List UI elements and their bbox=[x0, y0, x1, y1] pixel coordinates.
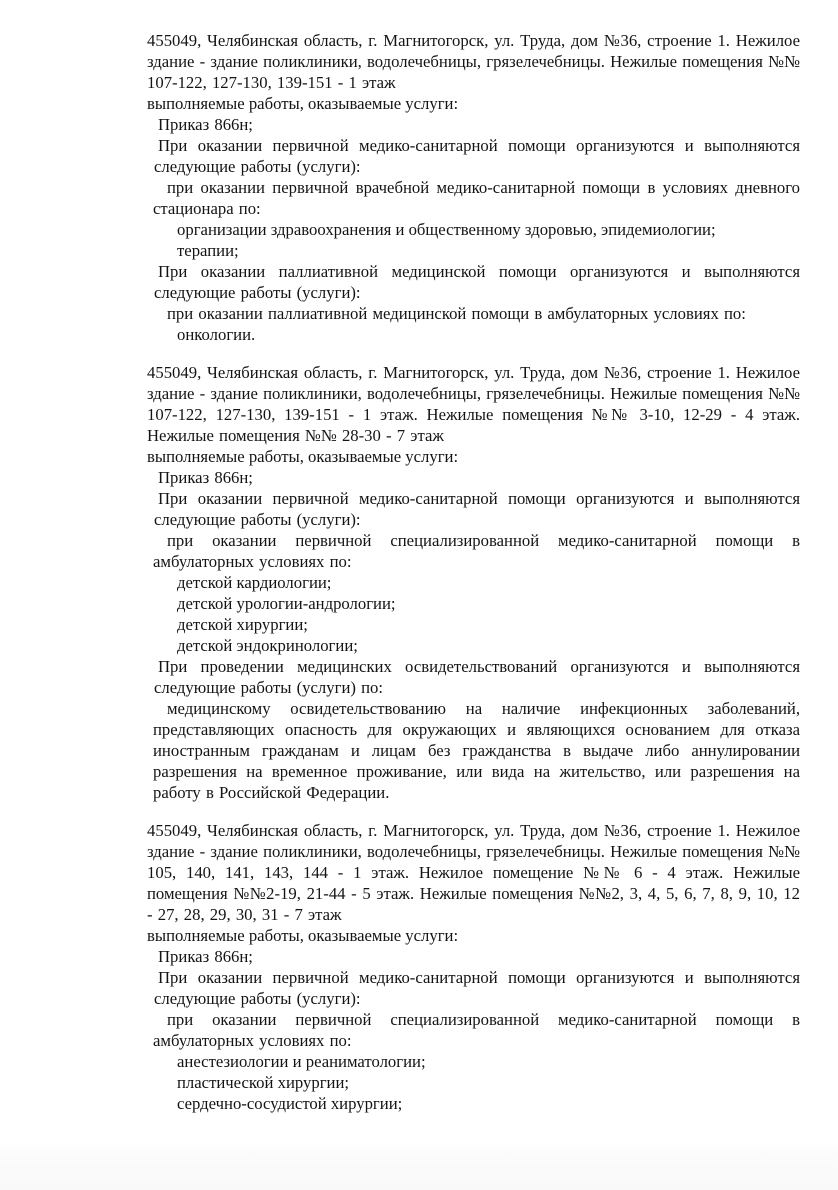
service-item: при оказании первичной специализированной медико-санитарной помощи в амбулаторных условиях по: bbox=[153, 531, 800, 571]
service-item: детской хирургии; bbox=[177, 615, 308, 634]
license-place-block bbox=[147, 30, 800, 345]
service-item: детской эндокринологии; bbox=[177, 636, 358, 655]
service-item: онкологии. bbox=[177, 325, 256, 344]
service-item: пластической хирургии; bbox=[177, 1073, 350, 1092]
address-text: 455049, Челябинская область, г. Магнитогорск, ул. Труда, дом №36, строение 1. Нежилое здание - здание поликлиники, водолечебницы, грязелечебницы. Нежилые помещения №№ 107-122, 127-130, 139-151 - 1 этаж. Нежилые помещения №№ 3-10, 12-29 - 4 этаж. Нежилые помещения №№ 28-30 - 7 этаж bbox=[147, 363, 800, 445]
service-item: При оказании первичной медико-санитарной помощи организуются и выполняются следующие работы (услуги): bbox=[154, 489, 800, 529]
address-text: 455049, Челябинская область, г. Магнитогорск, ул. Труда, дом №36, строение 1. Нежилое здание - здание поликлиники, водолечебницы, грязелечебницы. Нежилые помещения №№ 105, 140, 141, 143, 144 - 1 этаж. Нежилое помещение №№ 6 - 4 этаж. Нежилые помещения №№2-19, 21-44 - 5 этаж. Нежилые помещения №№2, 3, 4, 5, 6, 7, 8, 9, 10, 12 - 27, 28, 29, 30, 31 - 7 этаж bbox=[147, 821, 800, 924]
address-text: 455049, Челябинская область, г. Магнитогорск, ул. Труда, дом №36, строение 1. Нежилое здание - здание поликлиники, водолечебницы, грязелечебницы. Нежилые помещения №№ 107-122, 127-130, 139-151 - 1 этаж bbox=[147, 31, 800, 92]
service-item: анестезиологии и реаниматологии; bbox=[177, 1052, 426, 1071]
service-item: при оказании первичной специализированной медико-санитарной помощи в амбулаторных условиях по: bbox=[153, 1010, 800, 1050]
service-item: Приказ 866н; bbox=[158, 115, 253, 134]
service-item: Приказ 866н; bbox=[158, 947, 253, 966]
service-item: при оказании первичной врачебной медико-санитарной помощи в условиях дневного стационара по: bbox=[153, 178, 800, 218]
service-item: детской урологии-андрологии; bbox=[177, 594, 396, 613]
service-item: Приказ 866н; bbox=[158, 468, 253, 487]
service-item: терапии; bbox=[177, 241, 239, 260]
service-item: При оказании первичной медико-санитарной помощи организуются и выполняются следующие работы (услуги): bbox=[154, 968, 800, 1008]
service-item: При проведении медицинских освидетельствований организуются и выполняются следующие работы (услуги) по: bbox=[154, 657, 800, 697]
page-bottom-shade bbox=[0, 1140, 838, 1190]
services-label: выполняемые работы, оказываемые услуги: bbox=[147, 94, 459, 113]
license-place-block bbox=[147, 362, 800, 803]
service-item: медицинскому освидетельствованию на наличие инфекционных заболеваний, представляющих опасность для окружающих и являющихся основанием для отказа иностранным гражданам и лицам без гражданства в выдаче либо аннулировании разрешения на временное проживание, или вида на жительство, или разрешения на работу в Российской Федерации. bbox=[153, 699, 800, 802]
service-item: детской кардиологии; bbox=[177, 573, 332, 592]
license-place-block bbox=[147, 820, 800, 1114]
services-label: выполняемые работы, оказываемые услуги: bbox=[147, 447, 459, 466]
service-item: При оказании первичной медико-санитарной помощи организуются и выполняются следующие работы (услуги): bbox=[154, 136, 800, 176]
address-blocks-container bbox=[147, 30, 800, 1114]
service-item: сердечно-сосудистой хирургии; bbox=[177, 1094, 403, 1113]
service-item: при оказании паллиативной медицинской помощи в амбулаторных условиях по: bbox=[167, 304, 746, 323]
service-item: При оказании паллиативной медицинской помощи организуются и выполняются следующие работы (услуги): bbox=[154, 262, 800, 302]
service-item: организации здравоохранения и общественному здоровью, эпидемиологии; bbox=[177, 220, 716, 239]
services-label: выполняемые работы, оказываемые услуги: bbox=[147, 926, 459, 945]
